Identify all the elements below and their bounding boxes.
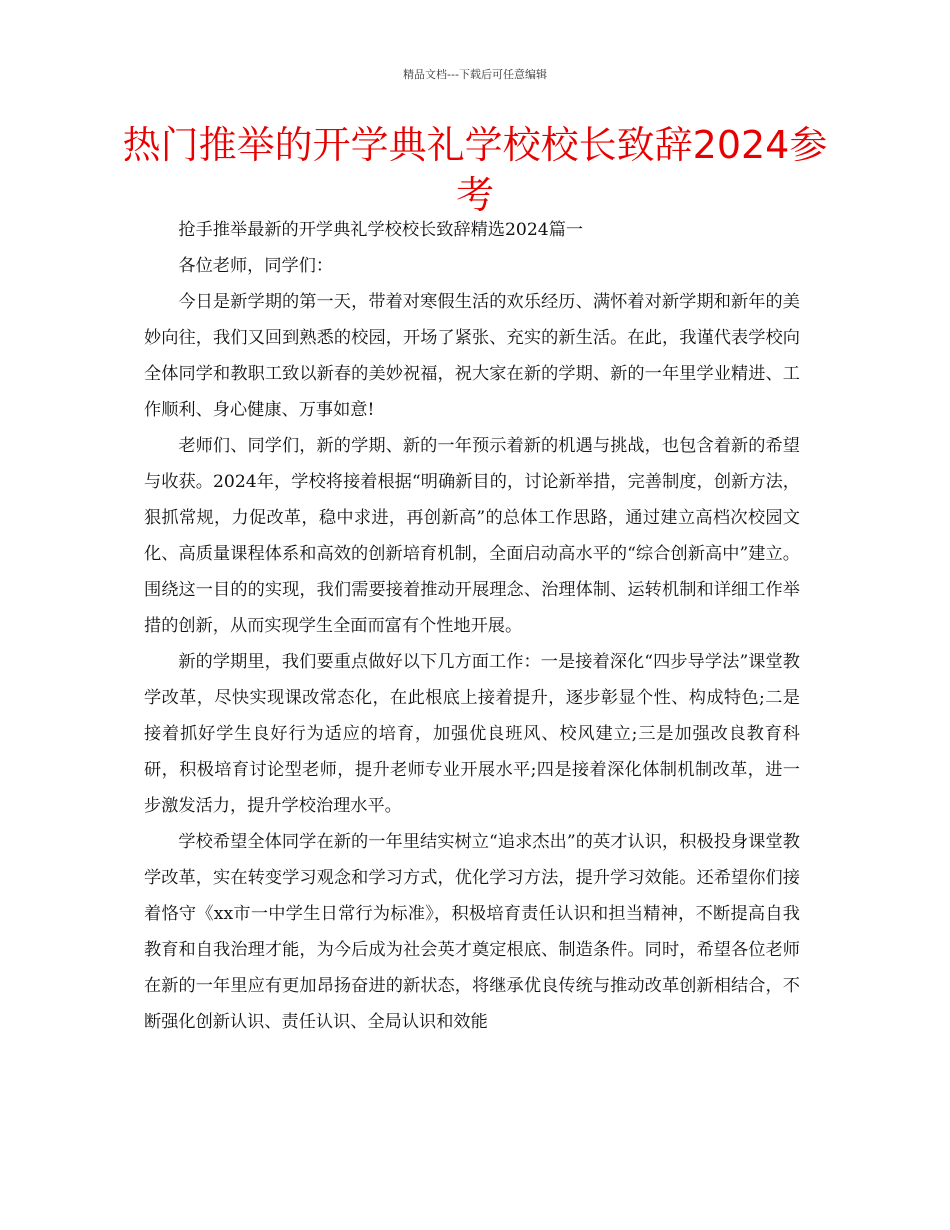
paragraph-body: 学校希望全体同学在新的一年里结实树立“追求杰出”的英才认识，积极投身课堂教学改革，实在转变学习观念和学习方式，优化学习方法，提升学习效能。还希望你们接着恪守《xx市一中学生日常行为标准》，积极培育责任认识和担当精神，不断提高自我教育和自我治理才能，为今后成为社会英才奠定根底、制造条件。同时，希望各位老师在新的一年里应有更加昂扬奋进的新状态，将继承优良传统与推动改革创新相结合，不断强化创新认识、责任认识、全局认识和效能: [144, 832, 800, 1032]
paragraph-body: 新的学期里，我们要重点做好以下几方面工作：一是接着深化“四步导学法”课堂教学改革，尽快实现课改常态化，在此根底上接着提升，逐步彰显个性、构成特色;二是接着抓好学生良好行为适应的培育，加强优良班风、校风建立;三是加强改良教育科研，积极培育讨论型老师，提升老师专业开展水平;四是接着深化体制机制改革，进一步激发活力，提升学校治理水平。: [144, 652, 800, 816]
page-header-note: 精品文档---下载后可任意编辑: [403, 68, 547, 81]
paragraph-body: 老师们、同学们，新的学期、新的一年预示着新的机遇与挑战，也包含着新的希望与收获。2024年，学校将接着根据“明确新目的，讨论新举措，完善制度，创新方法，狠抓常规，力促改革，稳中求进，再创新高”的总体工作思路，通过建立高档次校园文化、高质量课程体系和高效的创新培育机制，全面启动高水平的“综合创新高中”建立。围绕这一目的的实现，我们需要接着推动开展理念、治理体制、运转机制和详细工作举措的创新，从而实现学生全面而富有个性地开展。: [144, 436, 800, 636]
paragraph-subtitle: 抢手推举最新的开学典礼学校校长致辞精选2024篇一: [178, 220, 584, 240]
document-title: 热门推举的开学典礼学校校长致辞2024参考: [122, 123, 828, 217]
paragraph-salutation: 各位老师，同学们：: [178, 256, 334, 276]
document-body: [144, 212, 800, 1040]
paragraph-body: 今日是新学期的第一天，带着对寒假生活的欢乐经历、满怀着对新学期和新年的美妙向往，我们又回到熟悉的校园，开场了紧张、充实的新生活。在此，我谨代表学校向全体同学和教职工致以新春的美妙祝福，祝大家在新的学期、新的一年里学业精进、工作顺利、身心健康、万事如意!: [144, 292, 800, 420]
